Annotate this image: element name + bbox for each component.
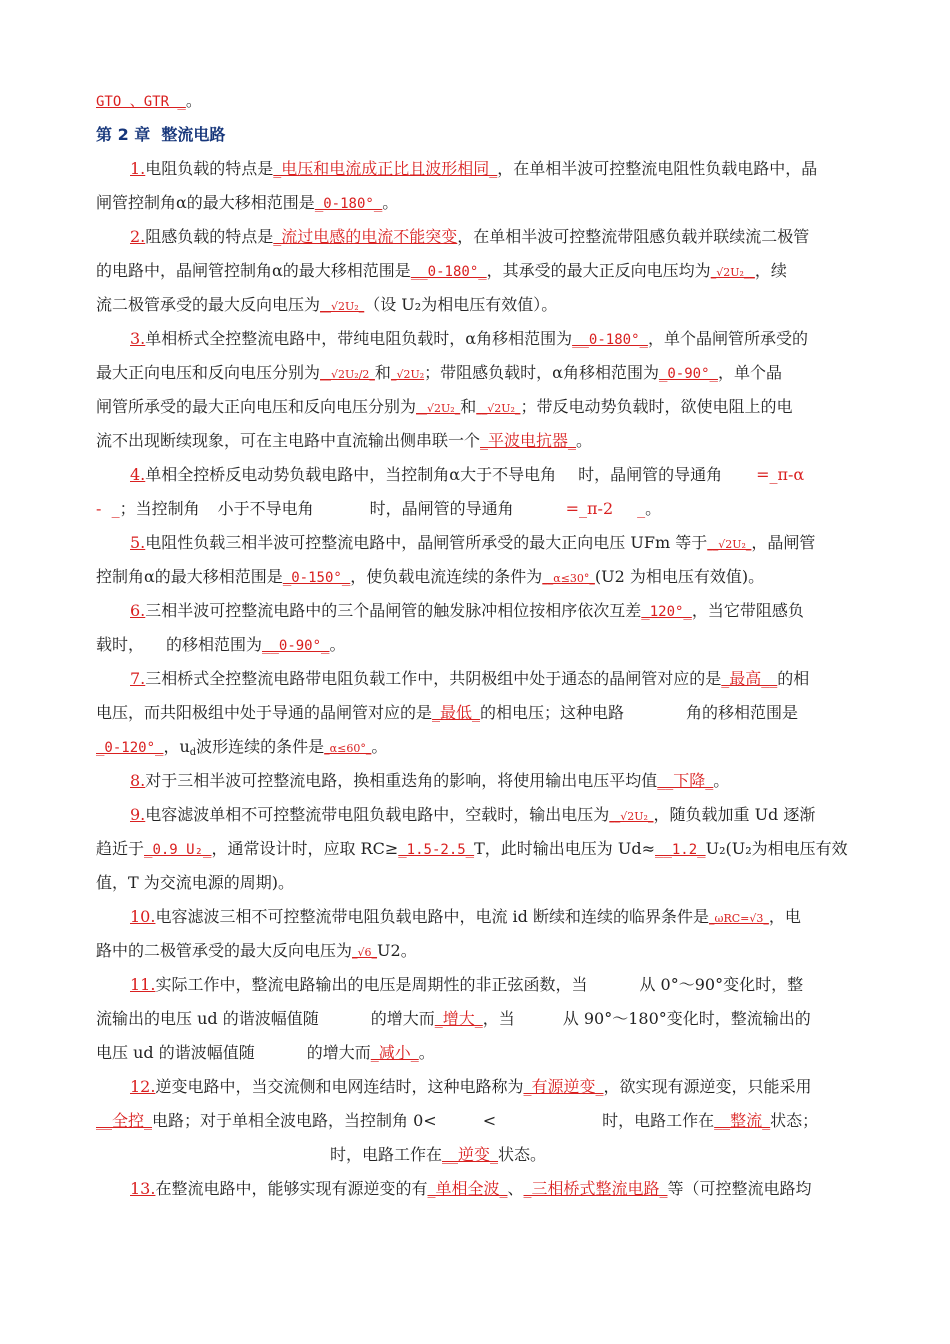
text-fragment: 的电路中，晶闸管控制角α的最大移相范围是: [96, 261, 411, 280]
text-fragment: 趋近于: [96, 839, 145, 858]
answer-blank: _0-90°_: [658, 366, 718, 382]
text-fragment: 。: [371, 737, 388, 756]
answer-blank: _0-180°_: [314, 196, 383, 212]
text-fragment: ；当控制角: [119, 499, 200, 518]
answer-blank: _流过电感的电流不能突变: [273, 227, 458, 246]
answer-blank: __0-180°_: [572, 332, 648, 348]
text-fragment: 时，晶闸管的导通角: [369, 499, 514, 518]
answer-blank: _三相桥式整流电路_: [523, 1179, 668, 1198]
text-fragment: 。: [713, 771, 730, 790]
answer-blank: __整流_: [714, 1111, 771, 1130]
answer-blank: __1.2_: [655, 842, 706, 858]
text-line: [96, 866, 904, 900]
chapter-heading-line: [96, 118, 904, 152]
question-number: 3.: [130, 329, 146, 348]
answer-blank: _0-120°_: [96, 740, 164, 756]
question-number: 1.: [130, 159, 146, 178]
text-line: [96, 832, 904, 866]
answer-blank: _平波电抗器_: [480, 431, 577, 450]
text-line: [96, 492, 904, 526]
text-line: [96, 390, 904, 424]
text-fragment: 和: [374, 363, 391, 382]
answer-blank: _增大_: [434, 1009, 483, 1028]
question-number: 11.: [130, 975, 156, 994]
text-fragment: 电阻性负载三相半波可控整流电路中，晶闸管所承受的最大正向电压 UFm 等于: [145, 533, 708, 552]
text-fragment: 的增大而: [370, 1009, 435, 1028]
text-fragment: 单相桥式全控整流电路中，带纯电阻负载时，α角移相范围为: [145, 329, 573, 348]
answer-blank: _√2U₂__: [710, 266, 755, 279]
text-fragment: ，续: [754, 261, 787, 280]
text-fragment: （设 U₂为相电压有效值）。: [364, 295, 558, 314]
answer-blank: _减小_: [370, 1043, 419, 1062]
text-fragment: 控制角α的最大移相范围是: [96, 567, 283, 586]
question-number: 12.: [130, 1077, 156, 1096]
text-fragment: ，单个晶: [717, 363, 782, 382]
text-fragment: 三相桥式全控整流电路带电阻负载工作中，共阴极组中处于通态的晶闸管对应的是: [145, 669, 722, 688]
answer-blank: __√2U₂/2_: [320, 368, 375, 381]
answer-blank: _120°_: [641, 604, 692, 620]
text-fragment: 角的移相范围是: [686, 703, 799, 722]
text-fragment: 路中的二极管承受的最大反向电压为: [96, 941, 353, 960]
text-fragment: 电路；对于单相全波电路，当控制角 0<: [152, 1111, 437, 1130]
text-fragment: U₂(U₂为相电压有效: [705, 839, 848, 858]
text-fragment: 闸管控制角α的最大移相范围是: [96, 193, 315, 212]
question-number: 2.: [130, 227, 146, 246]
text-fragment: T，此时输出电压为 Ud≈: [474, 839, 656, 858]
text-fragment: 。: [418, 1043, 435, 1062]
text-fragment: 流不出现断续现象，可在主电路中直流输出侧串联一个: [96, 431, 481, 450]
question-2: [96, 220, 904, 254]
question-1: [96, 152, 904, 186]
answer-blank: _最高__: [721, 669, 778, 688]
text-line: [96, 356, 904, 390]
answer-blank: _√6_: [352, 946, 378, 959]
text-fragment: 电容滤波三相不可控整流带电阻负载电路中，电流 id 断续和连续的临界条件是: [155, 907, 709, 926]
text-fragment: (U2 为相电压有效值)。: [594, 567, 765, 586]
answer-blank: __全控_: [96, 1111, 153, 1130]
text-fragment: 阻感负载的特点是: [145, 227, 274, 246]
answer-blank: __逆变_: [442, 1145, 499, 1164]
text-fragment: 电压，而共阳极组中处于导通的晶闸管对应的是: [96, 703, 433, 722]
answer-blank: __√2U₂_: [416, 402, 461, 415]
text-fragment: 状态；: [770, 1111, 819, 1130]
subscript: d: [189, 747, 197, 758]
answer-blank: __0-180°_: [410, 264, 487, 280]
answer-blank: _0-150°_: [282, 570, 351, 586]
answer-blank: _√2U₂: [390, 368, 425, 381]
text-fragment: 。: [185, 91, 202, 110]
text-fragment: 单相全控桥反电动势负载电路中，当控制角α大于不导电角: [145, 465, 557, 484]
text-fragment: 。: [645, 499, 662, 518]
text-fragment: U2。: [377, 941, 417, 960]
text-fragment: 小于不导电角: [217, 499, 314, 518]
answer-blank: __0-90°_: [262, 638, 330, 654]
text-fragment: 在整流电路中，能够实现有源逆变的有: [155, 1179, 428, 1198]
text-line: [96, 1104, 904, 1138]
answer-blank: __√2U₂_: [707, 538, 752, 551]
answer-blank: _ωRC=√3_: [709, 912, 769, 925]
answer-blank: __√2U₂_: [609, 810, 654, 823]
text-fragment: 逆变电路中，当交流侧和电网连结时，这种电路称为: [155, 1077, 524, 1096]
text-line: [96, 254, 904, 288]
text-line: [96, 696, 904, 730]
question-number: 5.: [130, 533, 146, 552]
question-number: 10.: [130, 907, 156, 926]
text-line: [96, 1138, 904, 1172]
answer-blank: _0.9 U₂_: [144, 842, 212, 858]
answer-blank: - _: [96, 499, 120, 518]
answer-blank: =_π-α: [756, 465, 805, 484]
question-5: [96, 526, 904, 560]
answer-blank: __√2U₂_: [476, 402, 521, 415]
text-fragment: ，在单相半波可控整流带阻感负载并联续流二极管: [457, 227, 810, 246]
text-fragment: 和: [460, 397, 477, 416]
question-number: 13.: [130, 1179, 156, 1198]
answer-blank: _有源逆变_: [523, 1077, 604, 1096]
answer-blank: _α≤60°_: [324, 742, 372, 755]
text-fragment: 的相: [777, 669, 810, 688]
question-number: 9.: [130, 805, 146, 824]
text-fragment: 的相电压；这种电路: [480, 703, 625, 722]
text-fragment: 电容滤波单相不可控整流带电阻负载电路中，空载时，输出电压为: [145, 805, 610, 824]
question-7: [96, 662, 904, 696]
text-fragment: ，欲实现有源逆变，只能采用: [603, 1077, 812, 1096]
text-fragment: 流输出的电压 ud 的谐波幅值随: [96, 1009, 319, 1028]
question-number: 6.: [130, 601, 146, 620]
question-10: [96, 900, 904, 934]
answer-blank: _: [637, 499, 646, 518]
text-fragment: ，随负载加重 Ud 逐渐: [653, 805, 816, 824]
answer-blank: _最低_: [432, 703, 481, 722]
text-fragment: 对于三相半波可控整流电路，换相重迭角的影响，将使用输出电压平均值: [145, 771, 658, 790]
document-page: [96, 84, 904, 1206]
text-fragment: ，u: [163, 737, 190, 756]
text-fragment: 电阻负载的特点是: [145, 159, 274, 178]
question-number: 7.: [130, 669, 146, 688]
text-fragment: ，电: [768, 907, 801, 926]
question-4: [96, 458, 904, 492]
text-fragment: 从 0°～90°变化时，整: [639, 975, 804, 994]
question-11: [96, 968, 904, 1002]
text-line: [96, 934, 904, 968]
chapter-heading: 第 2 章 整流电路: [96, 125, 226, 144]
text-fragment: ，使负载电流连续的条件为: [350, 567, 543, 586]
answer-blank: _电压和电流成正比且波形相同_: [273, 159, 498, 178]
text-line: [96, 288, 904, 322]
text-fragment: ，通常设计时，应取 RC≥: [211, 839, 399, 858]
answer-blank: __下降_: [657, 771, 714, 790]
question-9: [96, 798, 904, 832]
text-fragment: 的移相范围为: [166, 635, 263, 654]
question-number: 4.: [130, 465, 146, 484]
answer-blank: GTO 、GTR _: [96, 94, 186, 110]
text-line: [96, 424, 904, 458]
question-3: [96, 322, 904, 356]
text-fragment: 载时，: [96, 635, 145, 654]
text-fragment: ，其承受的最大正反向电压均为: [486, 261, 711, 280]
text-fragment: ；带反电动势负载时，欲使电阻上的电: [520, 397, 793, 416]
text-line: [96, 1002, 904, 1036]
text-line: [96, 1036, 904, 1070]
answer-blank: _单相全波_: [427, 1179, 508, 1198]
text-fragment: ，晶闸管: [751, 533, 816, 552]
answer-blank: __α≤30°_: [542, 572, 595, 585]
text-fragment: 电压 ud 的谐波幅值随: [96, 1043, 255, 1062]
text-fragment: 的增大而: [306, 1043, 371, 1062]
text-fragment: ，在单相半波可控整流电阻性负载电路中，晶: [497, 159, 818, 178]
text-line: [96, 628, 904, 662]
text-line: [96, 186, 904, 220]
text-line: [96, 560, 904, 594]
text-fragment: 。: [576, 431, 593, 450]
text-fragment: 等（可控整流电路均: [667, 1179, 812, 1198]
text-fragment: ，单个晶闸管所承受的: [647, 329, 808, 348]
question-13: [96, 1172, 904, 1206]
text-line: [96, 84, 904, 118]
question-number: 8.: [130, 771, 146, 790]
text-fragment: 。: [329, 635, 346, 654]
answer-blank: =_π-2: [565, 499, 614, 518]
text-fragment: 波形连续的条件是: [196, 737, 325, 756]
text-fragment: 、: [507, 1179, 524, 1198]
text-fragment: 状态。: [498, 1145, 547, 1164]
text-fragment: 最大正向电压和反向电压分别为: [96, 363, 321, 382]
question-8: [96, 764, 904, 798]
text-fragment: 三相半波可控整流电路中的三个晶闸管的触发脉冲相位按相序依次互差: [145, 601, 642, 620]
text-fragment: 时，晶闸管的导通角: [578, 465, 723, 484]
text-fragment: ，当它带阻感负: [691, 601, 804, 620]
text-fragment: 。: [382, 193, 399, 212]
question-6: [96, 594, 904, 628]
text-fragment: <: [482, 1111, 497, 1130]
text-fragment: 流二极管承受的最大反向电压为: [96, 295, 321, 314]
text-fragment: 实际工作中，整流电路输出的电压是周期性的非正弦函数，当: [155, 975, 588, 994]
text-fragment: ，当: [482, 1009, 515, 1028]
text-line: [96, 730, 904, 764]
answer-blank: __√2U₂_: [320, 300, 365, 313]
text-fragment: 闸管所承受的最大正向电压和反向电压分别为: [96, 397, 417, 416]
text-fragment: 时，电路工作在: [330, 1145, 443, 1164]
text-fragment: 从 90°～180°变化时，整流输出的: [562, 1009, 811, 1028]
answer-blank: _1.5-2.5_: [398, 842, 475, 858]
question-12: [96, 1070, 904, 1104]
text-fragment: 值，T 为交流电源的周期)。: [96, 873, 295, 892]
text-fragment: 时，电路工作在: [602, 1111, 715, 1130]
text-fragment: ；带阻感负载时，α角移相范围为: [424, 363, 659, 382]
